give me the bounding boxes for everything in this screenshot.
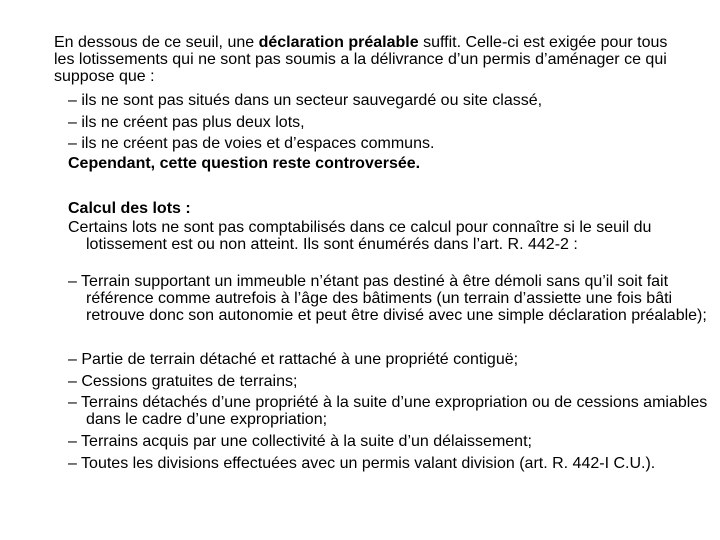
condition-item: – ils ne créent pas plus deux lots, [68, 114, 305, 131]
calcul-list-item: – Terrain supportant un immeuble n’étant pas destiné à être démoli sans qu’il soit fait référence comme autrefois à l’âge des bâtiments (un terrain d’assiette une fois bâti retrouve donc son autonomie et peut être divisé avec une simple déclaration préalable); [68, 273, 707, 324]
condition-item: – ils ne créent pas de voies et d’espaces communs. [68, 135, 435, 152]
calcul-list-item: – Terrains détachés d’une propriété à la suite d’une expropriation ou de cessions amiables dans le cadre d’une expropriation; [68, 394, 708, 428]
calcul-intro: Certains lots ne sont pas comptabilisés dans ce calcul pour connaître si le seuil du lotissement est ou non atteint. Ils sont énumérés dans l’art. R. 442-2 : [68, 219, 652, 253]
calcul-list-item: – Toutes les divisions effectuées avec un permis valant division (art. R. 442-I C.U.). [68, 455, 656, 472]
calcul-list-item: – Terrains acquis par une collectivité à la suite d’un délaissement; [68, 433, 532, 450]
controversy-note: Cependant, cette question reste controversée. [68, 155, 421, 172]
calcul-heading: Calcul des lots : [68, 200, 191, 217]
intro-text-end: suffit. Celle-ci est exigée pour tous les lotissements qui ne sont pas soumis a la délivrance d’un permis d’aménager ce qui suppose que : [54, 34, 668, 85]
intro-paragraph [54, 34, 684, 85]
intro-text-start: En dessous de ce seuil, une [54, 34, 259, 51]
calcul-list-item: – Cessions gratuites de terrains; [68, 373, 298, 390]
calcul-list-item: – Partie de terrain détaché et rattaché à une propriété contiguë; [68, 351, 519, 368]
intro-bold-term: déclaration préalable [258, 34, 419, 51]
condition-item: – ils ne sont pas situés dans un secteur sauvegardé ou site classé, [68, 92, 543, 109]
